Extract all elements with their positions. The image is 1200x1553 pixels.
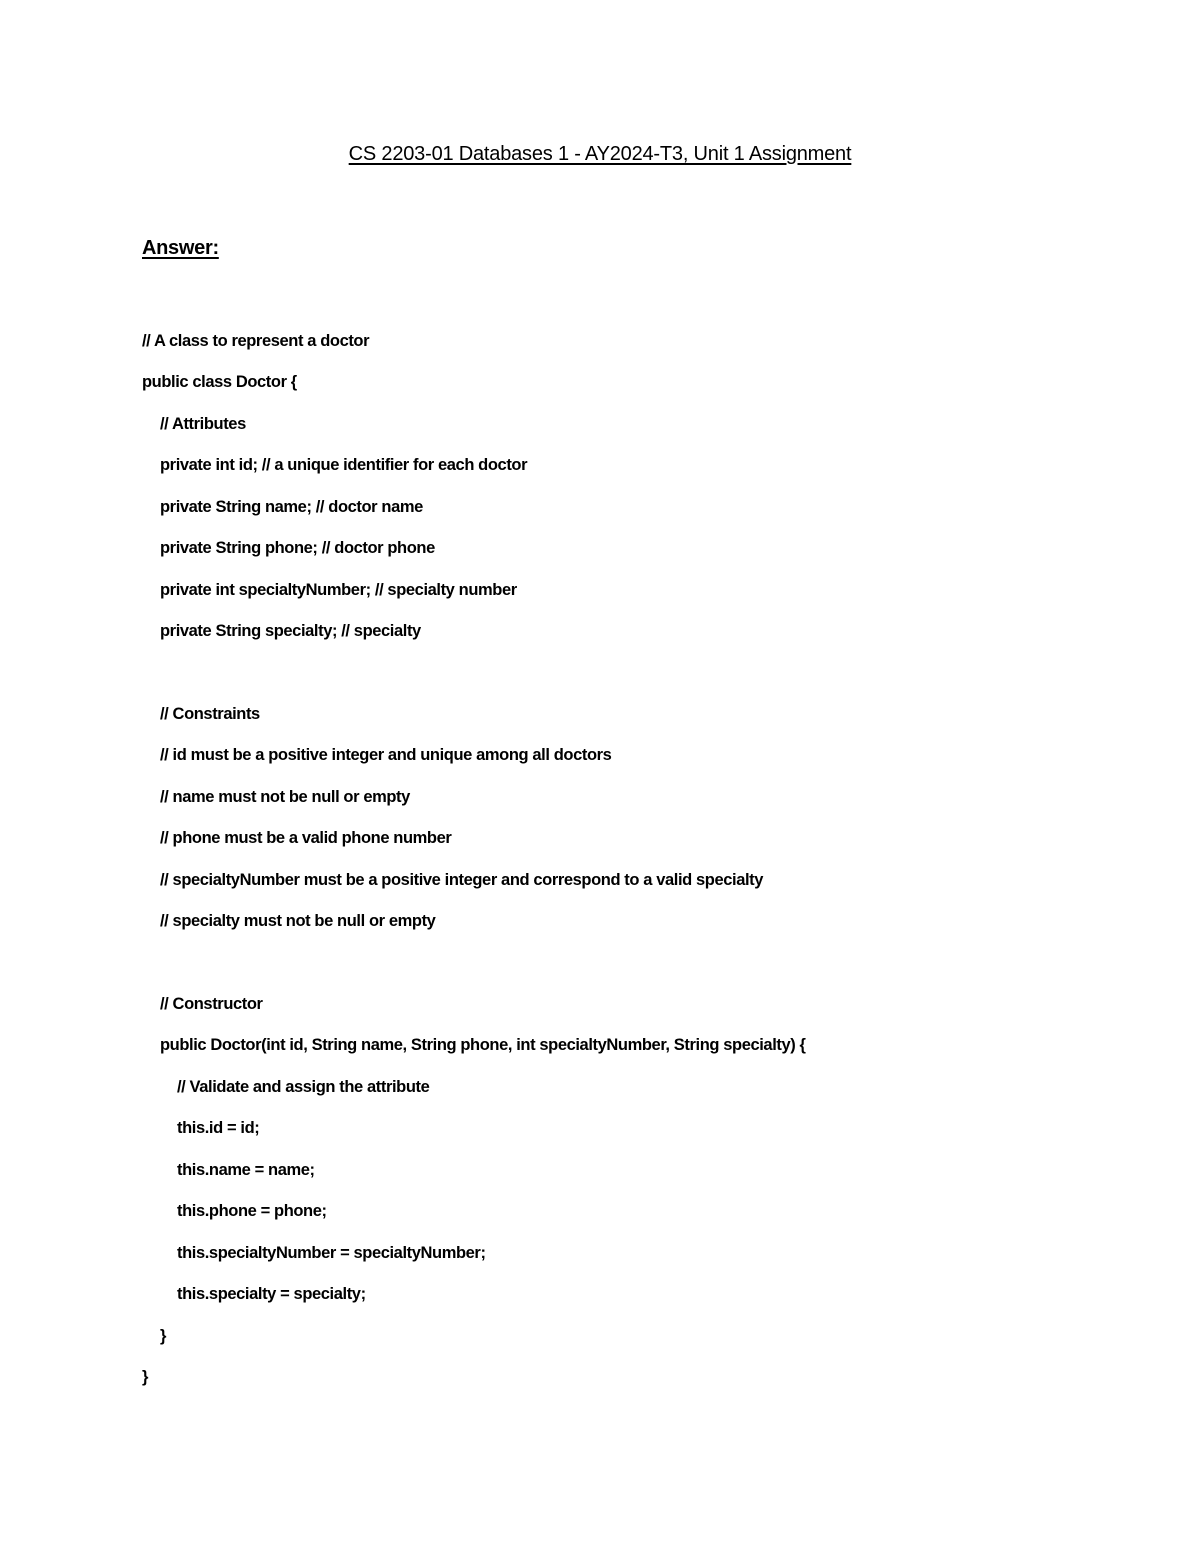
code-line: // name must not be null or empty [160, 787, 410, 806]
code-line: this.name = name; [177, 1160, 315, 1179]
code-line: // specialty must not be null or empty [160, 912, 436, 931]
code-line: private int specialtyNumber; // specialty number [160, 580, 517, 599]
code-listing [142, 328, 1042, 1405]
code-line: this.id = id; [177, 1119, 260, 1138]
code-line: } [160, 1326, 167, 1345]
document-title: CS 2203-01 Databases 1 - AY2024-T3, Unit 1 Assignment [348, 143, 852, 165]
answer-heading: Answer: [142, 237, 219, 259]
code-line: // Constraints [160, 704, 260, 723]
code-line: this.phone = phone; [177, 1202, 327, 1221]
code-line: } [142, 1367, 149, 1386]
code-line: // Constructor [160, 995, 263, 1013]
code-line: private String name; // doctor name [160, 497, 423, 516]
code-line: // specialtyNumber must be a positive integer and correspond to a valid specialty [160, 870, 764, 889]
code-line: public class Doctor { [142, 373, 297, 392]
code-line: // id must be a positive integer and unique among all doctors [160, 746, 612, 765]
code-line: private String specialty; // specialty [160, 622, 421, 641]
code-line: public Doctor(int id, String name, String phone, int specialtyNumber, String specialty) { [160, 1036, 806, 1055]
code-line: this.specialtyNumber = specialtyNumber; [177, 1243, 486, 1262]
code-line-blank [142, 660, 1042, 701]
code-line: // phone must be a valid phone number [160, 829, 452, 848]
code-line: // Attributes [160, 414, 246, 433]
code-line: this.specialty = specialty; [177, 1285, 366, 1304]
code-line: private int id; // a unique identifier for each doctor [160, 456, 528, 475]
code-line-blank [142, 950, 1042, 991]
code-line: private String phone; // doctor phone [160, 539, 435, 558]
code-line: // A class to represent a doctor [142, 332, 370, 350]
code-line: // Validate and assign the attribute [177, 1077, 430, 1096]
